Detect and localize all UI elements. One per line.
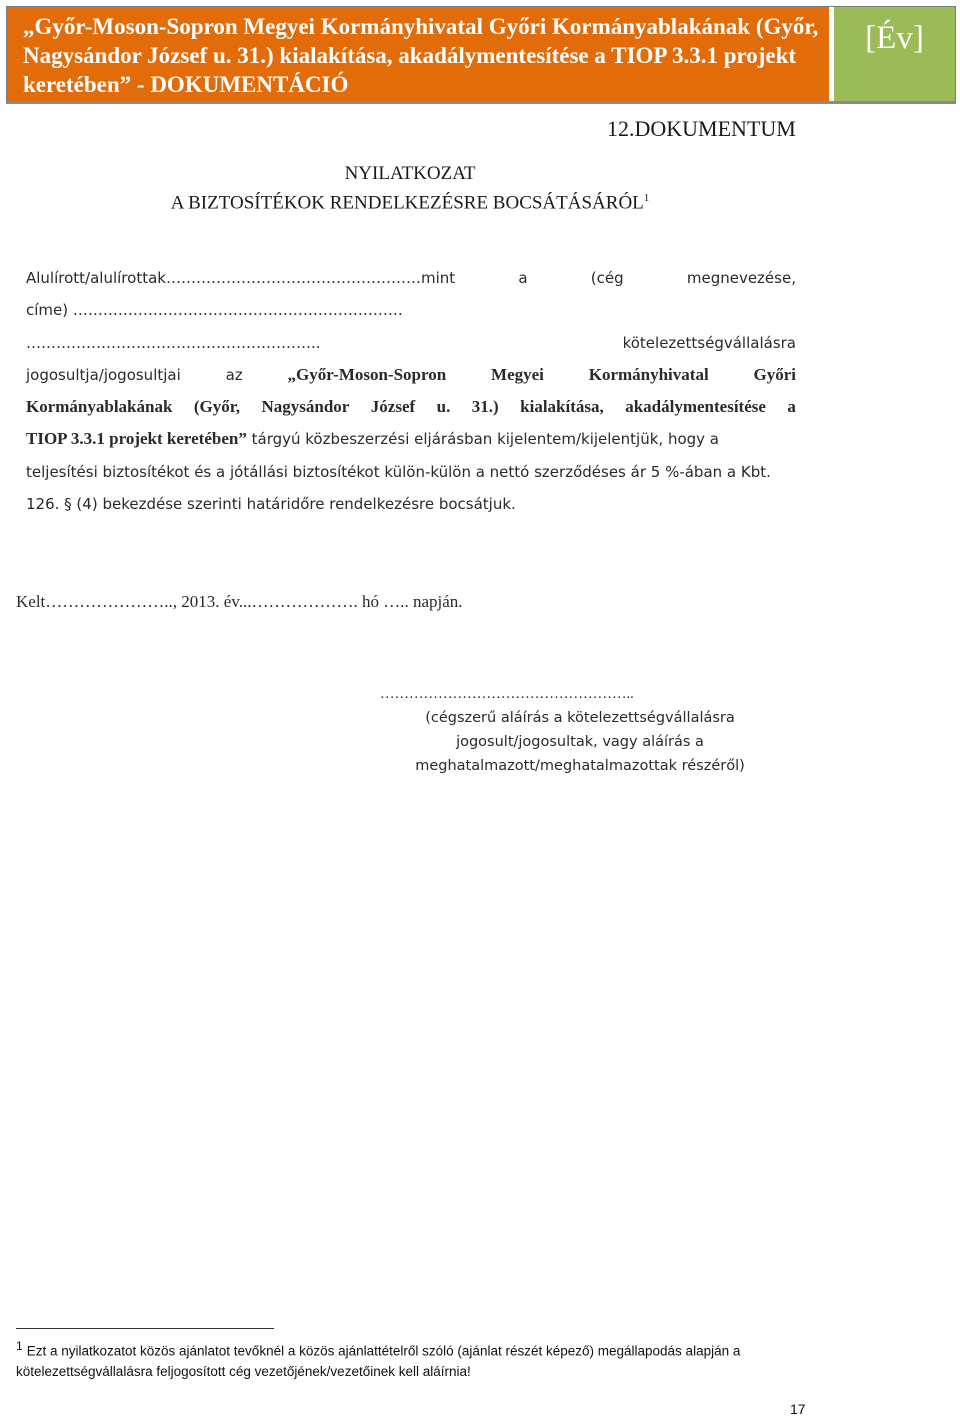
project-name-bold: Győri: [753, 364, 796, 384]
project-name-bold: József: [370, 397, 416, 417]
signature-caption: jogosult/jogosultak, vagy aláírás a: [456, 734, 704, 750]
body-line: [26, 359, 796, 391]
body-text: …………………………………………………..: [26, 333, 321, 352]
title-line: [0, 186, 820, 215]
body-line: 126. § (4) bekezdése szerinti határidőre rendelkezésre bocsátjuk.: [26, 495, 516, 514]
body-line: [26, 391, 796, 423]
body-line: [26, 423, 796, 455]
title-line: NYILATKOZAT: [344, 163, 476, 184]
page-header: [6, 6, 956, 104]
project-name-bold: akadálymentesítése: [625, 397, 766, 417]
footnote: [16, 1336, 816, 1382]
signature-block: [380, 682, 780, 778]
body-text: az: [225, 365, 243, 384]
declaration-body: [26, 262, 796, 520]
project-name-bold: Kormányablakának: [26, 397, 173, 417]
title-text: A BIZTOSÍTÉKOK RENDELKEZÉSRE BOCSÁTÁSÁRÓL: [170, 192, 644, 214]
footnote-line: kötelezettségvállalásra feljogosított cég vezetőjének/vezetőinek kell aláírnia!: [16, 1363, 471, 1379]
body-text: a: [518, 269, 528, 287]
signature-caption: (cégszerű aláírás a kötelezettségvállalásra: [425, 710, 735, 726]
project-name-bold: (Győr,: [193, 397, 241, 417]
footnote-text: Ezt a nyilatkozatot közös ajánlatot tevőknél a közös ajánlattételről szóló (ajánlat részét képező) megállapodás alapján a: [26, 1343, 741, 1359]
body-text: megnevezése,: [686, 269, 796, 287]
project-name-bold: Nagysándor: [261, 397, 350, 417]
header-title-line: Nagysándor József u. 31.) kialakítása, akadálymentesítése a TIOP 3.3.1 projekt: [23, 43, 797, 68]
body-text: (cég: [590, 269, 624, 287]
header-year: [Év]: [834, 7, 955, 101]
body-line: [26, 327, 796, 359]
page-number: 17: [790, 1401, 806, 1417]
project-name-bold: „Győr-Moson-Sopron: [287, 364, 447, 384]
footnote-separator: [16, 1328, 274, 1329]
footnote-line: [16, 1336, 816, 1362]
project-name-bold: Megyei: [491, 364, 544, 384]
body-line: teljesítési biztosítékot és a jótállási biztosítékot külön-külön a nettó szerződéses ár 5 %-ában a Kbt.: [26, 462, 771, 481]
signature-caption: meghatalmazott/meghatalmazottak részéről): [415, 758, 745, 774]
body-line: [26, 262, 796, 294]
project-name-bold: kialakítása,: [520, 397, 604, 417]
document-title: [0, 162, 820, 215]
signature-line: ……………………………………………..: [380, 686, 634, 702]
header-title: [7, 7, 829, 101]
body-text: Alulírott/alulírottak……………………………………………mint: [26, 269, 456, 287]
date-place-line: Kelt………………….., 2013. év...………………. hó ….. napján.: [16, 592, 463, 611]
project-name-bold: Kormányhivatal: [588, 364, 709, 384]
project-name-bold: 31.): [471, 397, 499, 417]
project-name-bold: a: [787, 397, 796, 417]
project-name-bold: u.: [436, 397, 451, 417]
body-text: tárgyú közbeszerzési eljárásban kijelentem/kijelentjük, hogy a: [251, 430, 719, 449]
body-text: kötelezettségvállalásra: [622, 333, 796, 352]
footnote-reference[interactable]: 1: [643, 192, 650, 204]
body-text: jogosultja/jogosultjai: [26, 365, 181, 384]
document-number: 12.DOKUMENTUM: [607, 116, 796, 141]
footnote-marker: 1: [16, 1339, 23, 1353]
body-line: címe) …………………………………………………………: [26, 301, 403, 320]
header-title-line: keretében” - DOKUMENTÁCIÓ: [23, 72, 349, 97]
header-title-line: „Győr-Moson-Sopron Megyei Kormányhivatal Győri Kormányablakának (Győr,: [23, 14, 819, 39]
project-name-bold: TIOP 3.3.1 projekt keretében”: [26, 429, 247, 449]
